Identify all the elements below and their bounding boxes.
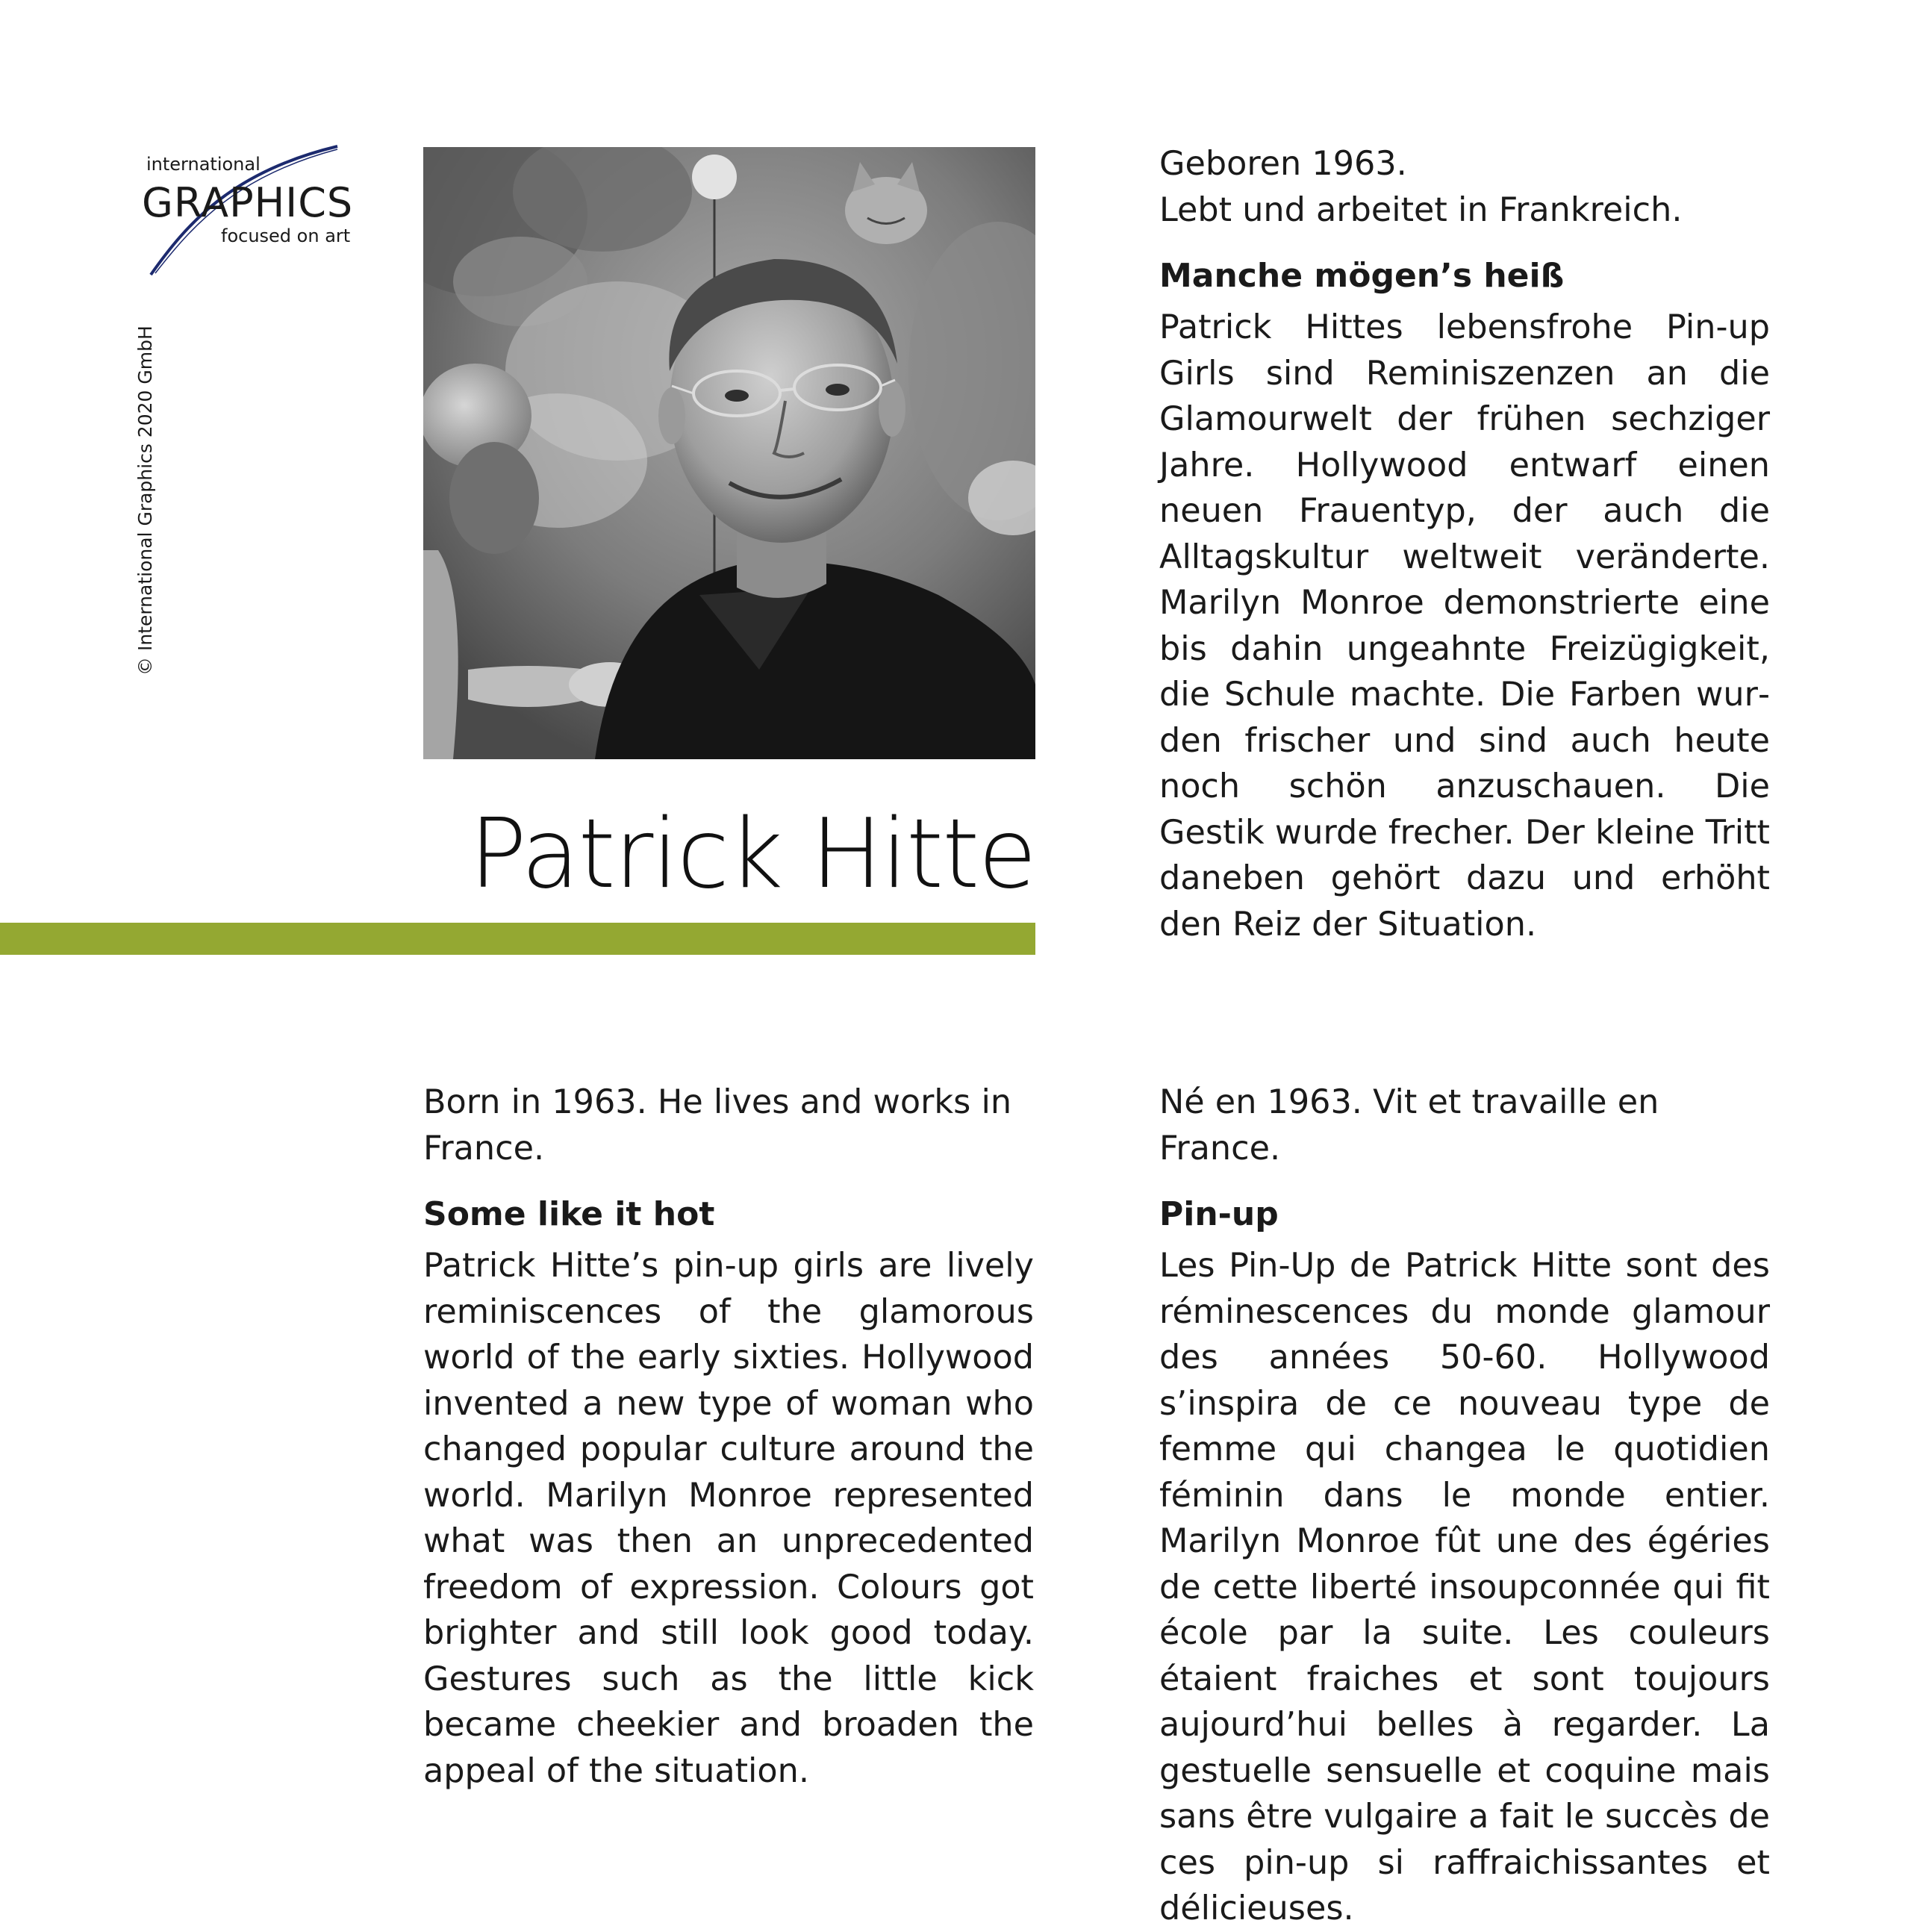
german-body: Patrick Hittes lebensfrohe Pin-up Girls sind Reminiszenzen an die Glamourwelt der frühen sechziger Jahre. Hollywood entwarf einen neuen Frauentyp, der auch die Alltagskultur weltweit veränderte. Marilyn Monroe demonstrierte eine bis dahin ungeahnte Freizügigkeit, die Schule machte. Die Farben wurden frischer und sind auch heute noch schön anzuschauen. Die Gestik wurde frecher. Der kleine Tritt daneben gehört dazu und erhöht den Reiz der Situation. xyxy=(1159,308,1770,944)
logo-tagline: focused on art xyxy=(221,225,351,246)
artist-name-title: Patrick Hitte xyxy=(469,799,1035,910)
french-body: Les Pin-Up de Patrick Hitte sont des réminescences du monde glamour des années 50-60. Hollywood s’inspira de ce nouveau type de femme qui changea le quotidien féminin dans le monde entier. Marilyn Monroe fût une des égéries de cette liberté insoupconnée qui fit école par la suite. Les couleurs étaient fraiches et sont toujours aujourd’hui belles à regarder. La gestuelle sensuelle et coquine mais sans être vulgaire a fait le succès de ces pin-up si raffraichissantes et délicieuses. xyxy=(1159,1247,1770,1928)
german-text-block xyxy=(1159,141,1770,947)
german-intro-line2: Lebt und arbeitet in Frankreich. xyxy=(1159,190,1683,229)
english-intro: Born in 1963. He lives and works in France. xyxy=(423,1083,1012,1168)
french-heading: Pin-up xyxy=(1159,1195,1279,1233)
french-text-block xyxy=(1159,1079,1770,1932)
english-text-block xyxy=(423,1079,1034,1794)
logo-wordmark: GRAPHICS xyxy=(142,179,354,226)
logo-top-text: international xyxy=(146,154,261,175)
copyright-notice: © International Graphics 2020 GmbH xyxy=(134,325,156,676)
french-intro: Né en 1963. Vit et travaille en France. xyxy=(1159,1083,1659,1168)
german-intro xyxy=(1159,141,1770,233)
german-intro-line1: Geboren 1963. xyxy=(1159,145,1407,183)
german-heading: Manche mögen’s heiß xyxy=(1159,257,1565,295)
artist-portrait-photo xyxy=(423,147,1035,759)
portrait-illustration xyxy=(423,147,1035,759)
english-body: Patrick Hitte’s pin-up girls are lively reminiscences of the glamorous world of the early sixties. Hollywood invented a new type of woman who changed popular culture around the world. Marilyn Monroe represented what was then an unprecedented freedom of expression. Colours got brighter and still look good today. Gestures such as the little kick became cheekier and broaden the appeal of the situation. xyxy=(423,1247,1034,1790)
english-heading: Some like it hot xyxy=(423,1195,715,1233)
international-graphics-logo xyxy=(142,142,354,284)
accent-divider-bar xyxy=(0,923,1035,955)
